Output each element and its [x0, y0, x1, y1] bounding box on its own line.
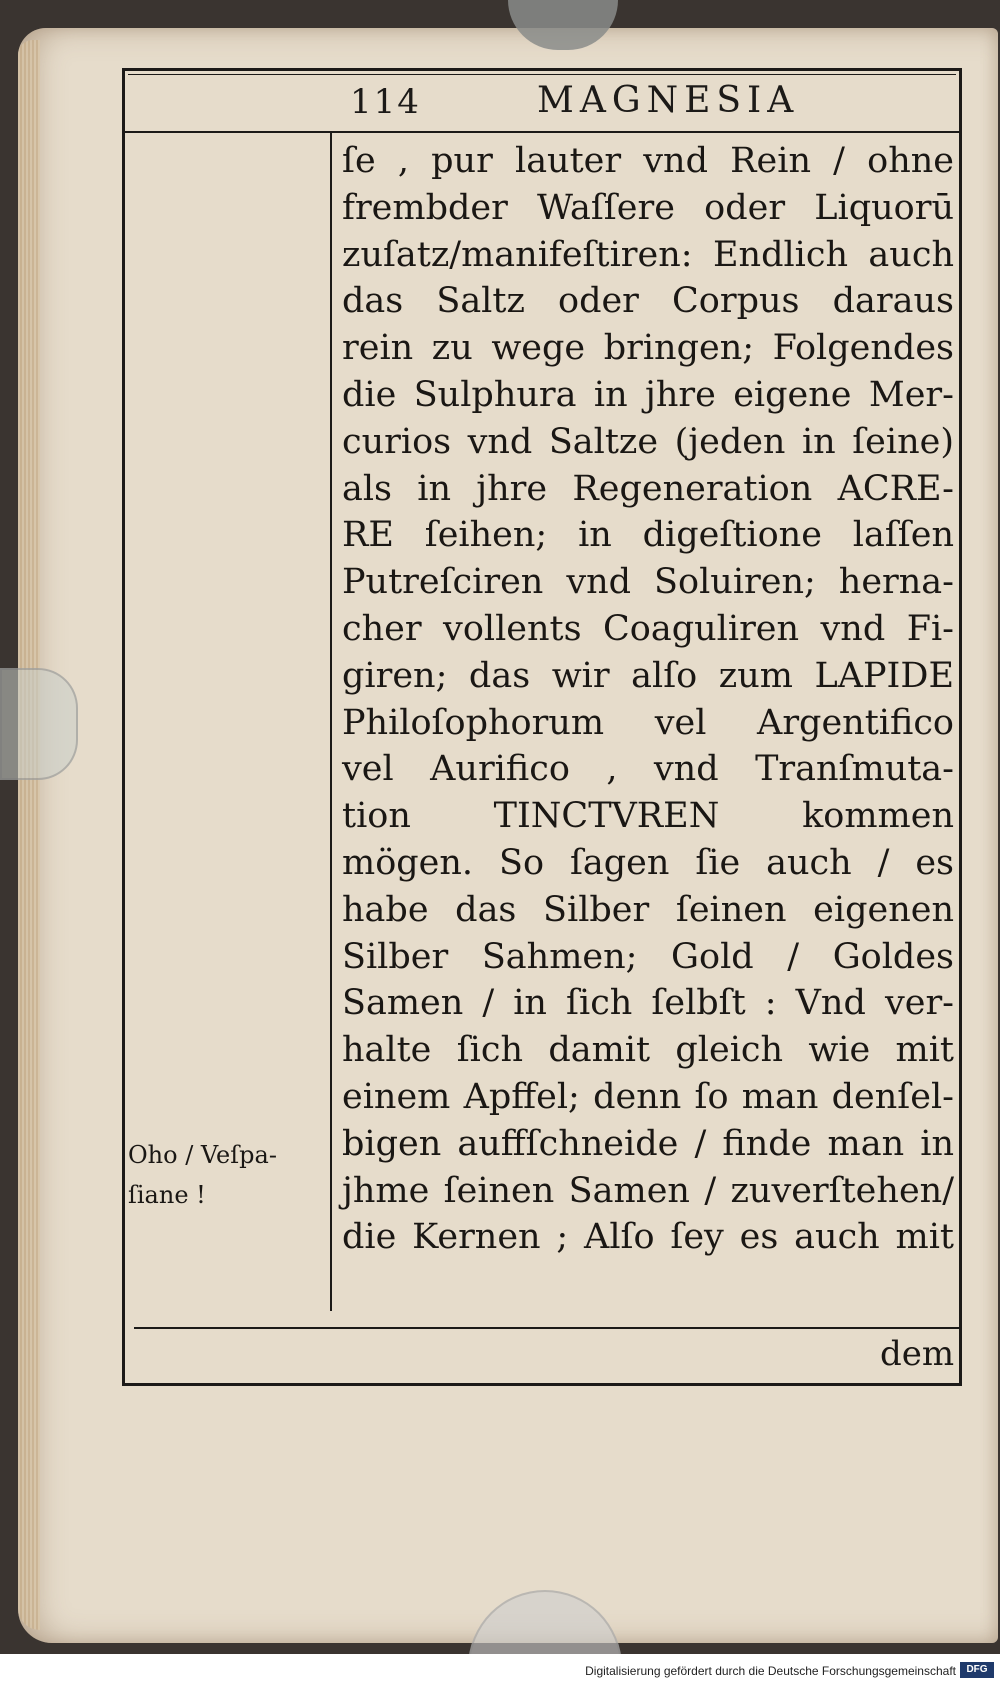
margin-column-rule — [330, 131, 332, 1311]
text-line: die Kernen ; Alſo ſey es auch mit — [342, 1217, 954, 1258]
text-line: ſe , pur lauter vnd Rein / ohne — [342, 141, 954, 181]
text-line: mögen. So ſagen ſie auch / es — [342, 842, 954, 883]
marginal-note-line: Oho / Veſpa- — [128, 1141, 277, 1169]
marginal-note — [128, 1135, 326, 1215]
dfg-logo-icon: DFG — [960, 1662, 994, 1678]
text-line: giren; das wir alſo zum LAPIDE — [342, 655, 954, 696]
text-line: Samen / in ſich ſelbſt : Vnd ver- — [342, 983, 954, 1024]
text-line: vel Aurifico , vnd Tranſmuta- — [342, 749, 954, 790]
text-line: RE ſeihen; in digeſtione laſſen — [342, 515, 954, 556]
text-line: zuſatz/manifeſtiren: Endlich auch — [342, 234, 954, 275]
footer-rule — [134, 1327, 962, 1329]
frame-inner-rule — [128, 74, 956, 75]
page-edge — [18, 40, 40, 1630]
header-rule — [122, 131, 962, 133]
body-text — [342, 138, 954, 1261]
catchword: dem — [880, 1334, 955, 1374]
text-line: die Sulphura in jhre eigene Mer- — [342, 374, 954, 415]
text-line: frembder Waſſere oder Liquorū — [342, 187, 954, 228]
text-line: rein zu wege bringen; Folgendes — [342, 328, 954, 369]
text-line: das Saltz oder Corpus daraus — [342, 281, 954, 322]
text-line: curios vnd Saltze (jeden in ſeine) — [342, 421, 954, 462]
text-line: tion TINCTVREN kommen — [342, 796, 954, 837]
text-line: habe das Silber ſeinen eigenen — [342, 889, 954, 930]
text-line: jhme ſeinen Samen / zuverſtehen/ — [342, 1170, 954, 1211]
page-number: 114 — [350, 82, 421, 122]
text-line: Philoſophorum vel Argentifico — [342, 702, 954, 743]
text-line: Silber Sahmen; Gold / Goldes — [342, 936, 954, 977]
marginal-note-line: ſiane ! — [128, 1181, 206, 1209]
text-line: halte ſich damit gleich wie mit — [342, 1030, 954, 1071]
text-line: cher vollents Coaguliren vnd Fi- — [342, 608, 954, 649]
digitization-credit: Digitalisierung gefördert durch die Deutsche Forschungsgemeinschaft — [585, 1664, 956, 1678]
text-line: als in jhre Regeneration ACRE- — [342, 468, 954, 509]
book-clip-left — [0, 668, 78, 780]
text-line: bigen auffſchneide / finde man in — [342, 1123, 954, 1164]
text-line: Putreſciren vnd Soluiren; herna- — [342, 562, 954, 603]
running-head: MAGNESIA — [537, 80, 800, 121]
text-line: einem Apffel; denn ſo man denſel- — [342, 1076, 954, 1117]
